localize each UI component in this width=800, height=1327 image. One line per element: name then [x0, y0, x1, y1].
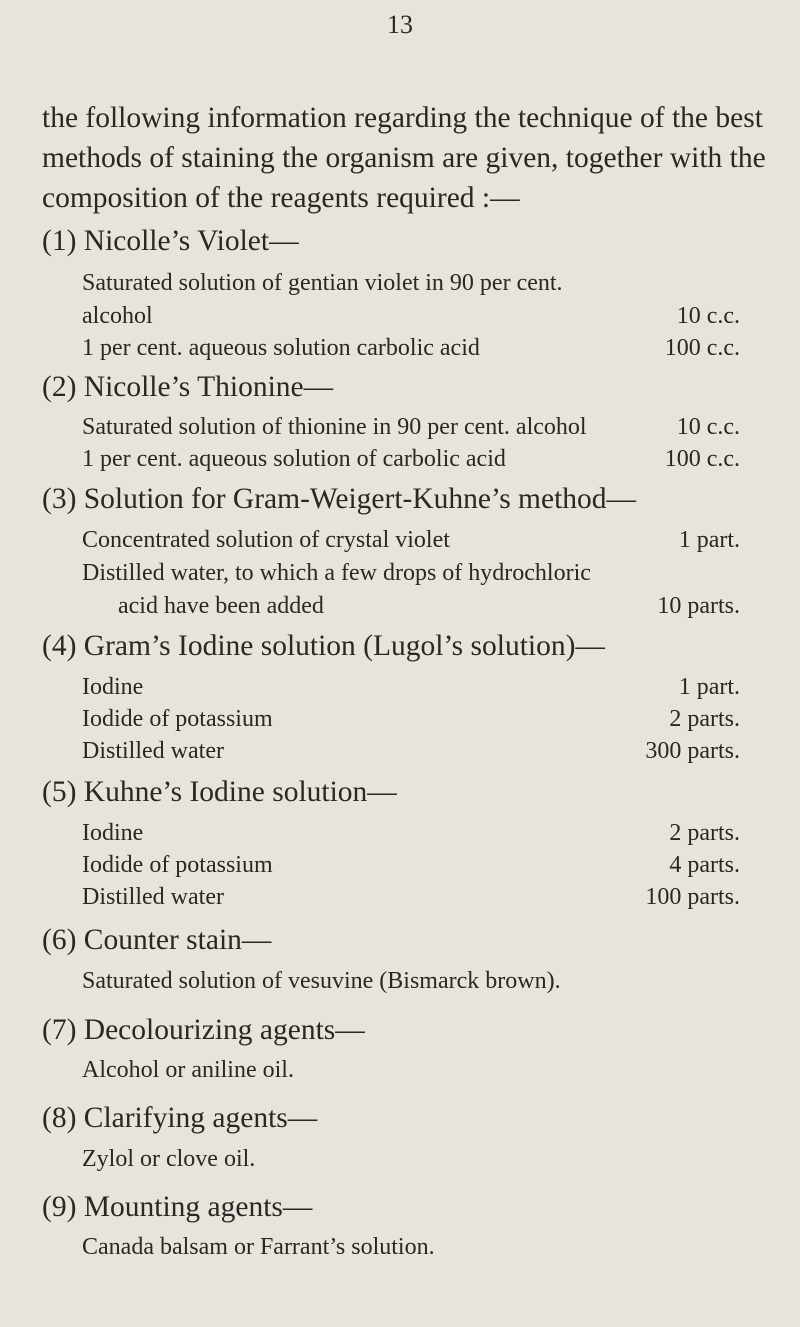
reagent-line: Iodide of potassium 2 parts.	[82, 706, 740, 732]
page-number: 13	[387, 10, 413, 39]
reagent-amount: 100 c.c.	[664, 335, 740, 361]
section-heading: (9) Mounting agents—	[42, 1191, 313, 1223]
reagent-line: 1 per cent. aqueous solution carbolic acid 100 c.c.	[82, 335, 740, 361]
reagent-line: Saturated solution of thionine in 90 per cent. alcohol 10 c.c.	[82, 414, 740, 440]
section-heading: (8) Clarifying agents—	[42, 1102, 318, 1134]
reagent-line: Distilled water, to which a few drops of hydrochloric	[82, 560, 591, 586]
reagent-line: acid have been added 10 parts.	[118, 593, 740, 619]
reagent-line: Canada balsam or Farrant’s solution.	[82, 1234, 435, 1260]
section-heading: (1) Nicolle’s Violet—	[42, 225, 299, 257]
reagent-amount: 300 parts.	[645, 738, 740, 764]
reagent-line: Saturated solution of gentian violet in 90 per cent.	[82, 270, 563, 296]
reagent-line: Distilled water 300 parts.	[82, 738, 740, 764]
reagent-amount: 4 parts.	[669, 852, 740, 878]
reagent-amount: 100 parts.	[645, 884, 740, 910]
reagent-amount: 100 c.c.	[664, 446, 740, 472]
reagent-amount: 10 c.c.	[676, 414, 740, 440]
reagent-amount: 2 parts.	[669, 820, 740, 846]
reagent-amount: 2 parts.	[669, 706, 740, 732]
intro-paragraph: the following information regarding the technique of the best methods of staining the organism are given, together with the composition of the reagents required :—	[42, 102, 766, 214]
section-heading: (6) Counter stain—	[42, 924, 272, 956]
reagent-line: Iodine 1 part.	[82, 674, 740, 700]
reagent-line: Alcohol or aniline oil.	[82, 1057, 294, 1083]
section-heading: (3) Solution for Gram-Weigert-Kuhne’s method—	[42, 483, 637, 515]
section-heading: (5) Kuhne’s Iodine solution—	[42, 776, 397, 808]
reagent-amount: 10 parts.	[657, 593, 740, 619]
reagent-line: 1 per cent. aqueous solution of carbolic acid 100 c.c.	[82, 446, 740, 472]
section-heading: (2) Nicolle’s Thionine—	[42, 371, 334, 403]
reagent-line: Concentrated solution of crystal violet 1 part.	[82, 527, 740, 553]
reagent-line: Saturated solution of vesuvine (Bismarck brown).	[82, 968, 561, 994]
reagent-amount: 10 c.c.	[676, 303, 740, 329]
reagent-line: Iodide of potassium 4 parts.	[82, 852, 740, 878]
reagent-line: alcohol 10 c.c.	[82, 303, 740, 329]
reagent-line: Zylol or clove oil.	[82, 1146, 256, 1172]
reagent-line: Iodine 2 parts.	[82, 820, 740, 846]
reagent-line: Distilled water 100 parts.	[82, 884, 740, 910]
reagent-amount: 1 part.	[678, 527, 740, 553]
section-heading: (7) Decolourizing agents—	[42, 1014, 365, 1046]
section-heading: (4) Gram’s Iodine solution (Lugol’s solution)—	[42, 630, 605, 662]
reagent-amount: 1 part.	[678, 674, 740, 700]
